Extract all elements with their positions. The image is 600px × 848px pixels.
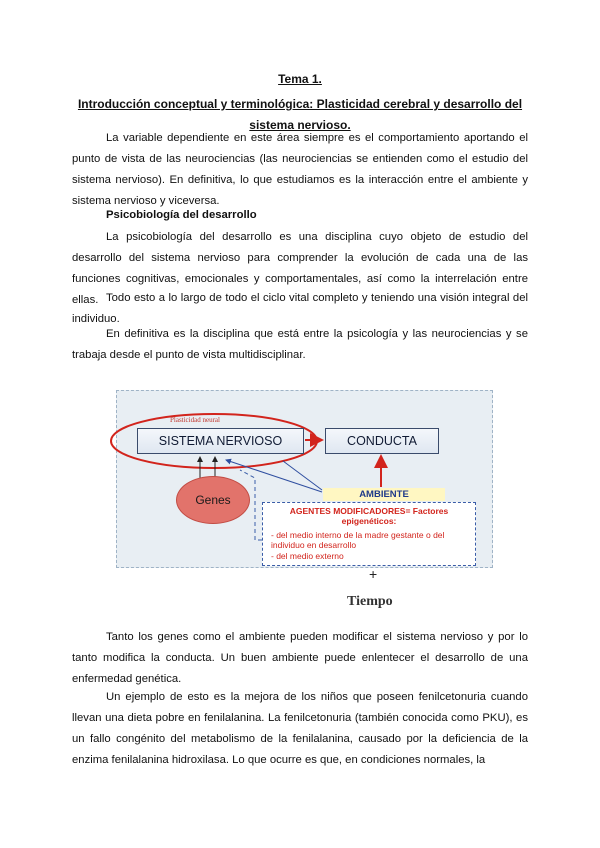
paragraph-discipline: En definitiva es la disciplina que está entre la psicología y las neurociencias y se trabaja desde el punto de vista multidisciplinar.	[72, 328, 528, 361]
plus-sign: +	[369, 566, 378, 582]
topic-number: Tema 1.	[278, 72, 322, 86]
agents-item-internal: - del medio interno de la madre gestante o del individuo en desarrollo	[271, 530, 445, 550]
paragraph-definition: La psicobiología del desarrollo es una disciplina cuyo objeto de estudio del desarrollo del sistema nervioso para comprender la evolución de cada una de las funciones cognitivas, emocionales y comportamentales, así como la interrelación entre ellas.	[72, 231, 528, 306]
document-title: Introducción conceptual y terminológica: Plasticidad cerebral y desarrollo del sistema nervioso.	[77, 97, 523, 132]
plasticity-label: Plasticidad neural	[170, 416, 220, 424]
section-heading: Psicobiología del desarrollo	[106, 209, 257, 221]
time-label: Tiempo	[347, 594, 393, 609]
environment-label: AMBIENTE	[323, 488, 445, 501]
paragraph-pku-example: Un ejemplo de esto es la mejora de los niños que poseen fenilcetonuria cuando llevan una dieta pobre en fenilalanina. La fenilcetonuria (también conocida como PKU), es un fallo congénito del metabolismo de la fenilalanina, causado por la deficiencia de la enzima fenilalanina hidroxilasa. Lo que ocurre es que, en condiciones normales, la	[72, 691, 528, 766]
paragraph-intro: La variable dependiente en este área siempre es el comportamiento aportando el punto de vista de las neurociencias (las neurociencias se entienden como el estudio del sistema nervioso). En definitiva, lo que estudiamos es la interacción entre el ambiente y sistema nervioso y viceversa.	[72, 132, 528, 207]
behavior-box: CONDUCTA	[325, 428, 439, 454]
agents-title: AGENTES MODIFICADORES= Factores epigenéticos:	[289, 506, 449, 526]
modifying-agents-box	[262, 502, 476, 566]
nervous-system-box: SISTEMA NERVIOSO	[137, 428, 304, 454]
agents-item-external: - del medio externo	[271, 551, 344, 561]
paragraph-lifecycle: Todo esto a lo largo de todo el ciclo vital completo y teniendo una visión integral del individuo.	[72, 292, 528, 325]
genes-circle: Genes	[176, 476, 250, 524]
paragraph-genes-environment: Tanto los genes como el ambiente pueden modificar el sistema nervioso y por lo tanto modifica la conducta. Un buen ambiente puede enlentecer el desarrollo de una enfermedad genética.	[72, 631, 528, 685]
